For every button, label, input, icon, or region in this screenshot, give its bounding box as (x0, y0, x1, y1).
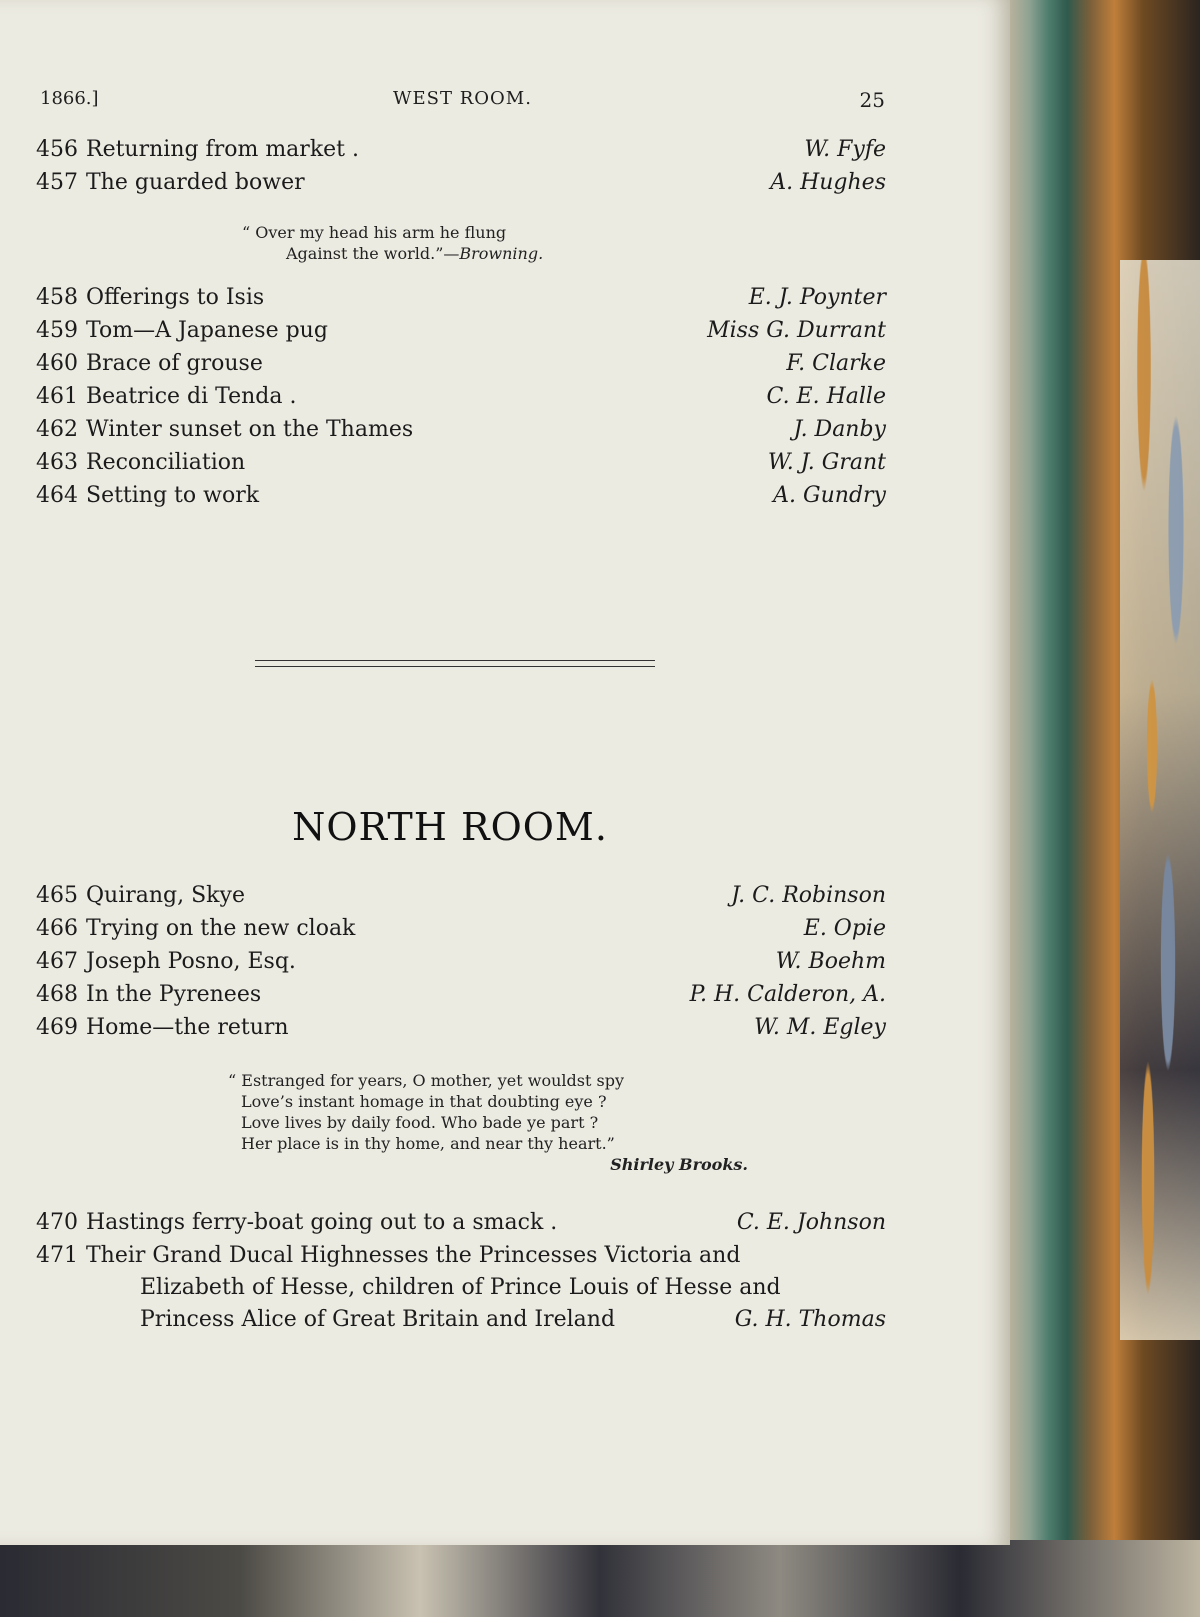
entry-title-line: Elizabeth of Hesse, children of Prince Louis of Hesse and (140, 1275, 781, 1300)
section-divider (255, 660, 655, 667)
entry-artist: F. Clarke (786, 351, 886, 376)
entry-artist: A. Hughes (770, 170, 886, 195)
catalogue-entry (36, 318, 886, 348)
entry-number: 458 (36, 285, 78, 310)
catalogue-entry (36, 883, 886, 913)
entry-artist: W. Fyfe (804, 137, 886, 162)
header-year: 1866.] (40, 88, 99, 109)
entry-number: 463 (36, 450, 78, 475)
entry-title: Beatrice di Tenda . (86, 384, 297, 409)
entry-artist: Miss G. Durrant (707, 318, 886, 343)
catalogue-entry (36, 417, 886, 447)
entry-artist: A. Gundry (773, 483, 886, 508)
epigraph-browning (242, 222, 543, 264)
entry-title: Joseph Posno, Esq. (86, 949, 296, 974)
marbled-bottom-edge (0, 1540, 1200, 1617)
entry-artist: W. Boehm (775, 949, 886, 974)
entry-title-line: Princess Alice of Great Britain and Ireland (140, 1307, 616, 1332)
entry-title: In the Pyrenees (86, 982, 262, 1007)
quote-line: Love’s instant homage in that doubting eye ? (241, 1092, 607, 1111)
catalogue-entry (36, 285, 886, 315)
entry-title: Hastings ferry-boat going out to a smack . (86, 1210, 558, 1235)
entry-artist: P. H. Calderon, A. (689, 982, 886, 1007)
quote-line: Her place is in thy home, and near thy heart.” (241, 1134, 615, 1153)
entry-number: 456 (36, 137, 78, 162)
catalogue-entry (36, 137, 886, 167)
catalogue-entry (36, 1210, 886, 1240)
catalogue-entry (36, 1015, 886, 1045)
entry-number: 460 (36, 351, 78, 376)
entry-artist: E. Opie (803, 916, 886, 941)
catalogue-entry (36, 982, 886, 1012)
quote-line (242, 243, 543, 264)
epigraph-brooks (228, 1070, 748, 1175)
quote-line: “ Estranged for years, O mother, yet wouldst spy (228, 1071, 624, 1090)
entry-artist: W. J. Grant (767, 450, 886, 475)
entry-number: 457 (36, 170, 78, 195)
entry-number: 468 (36, 982, 78, 1007)
entry-title: Brace of grouse (86, 351, 263, 376)
entry-title: Home—the return (86, 1015, 289, 1040)
catalogue-entry (36, 351, 886, 381)
catalogue-entry (36, 170, 886, 200)
marbled-endpaper (1120, 260, 1200, 1340)
entry-title: Tom—A Japanese pug (86, 318, 328, 343)
entry-title-line: Their Grand Ducal Highnesses the Princesses Victoria and (86, 1243, 741, 1268)
entry-number: 467 (36, 949, 78, 974)
entry-title: Reconciliation (86, 450, 246, 475)
quote-attribution: Shirley Brooks. (610, 1155, 748, 1174)
catalogue-entry-multiline (36, 1243, 886, 1273)
entry-artist: C. E. Halle (766, 384, 886, 409)
entry-number: 466 (36, 916, 78, 941)
entry-number: 461 (36, 384, 78, 409)
catalogue-entry (36, 384, 886, 414)
entry-title: Winter sunset on the Thames (86, 417, 414, 442)
catalogue-entry (36, 916, 886, 946)
entry-artist: J. Danby (793, 417, 886, 442)
entry-number: 465 (36, 883, 78, 908)
entry-number: 471 (36, 1243, 78, 1268)
entry-title: Offerings to Isis (86, 285, 265, 310)
entry-title: The guarded bower (86, 170, 305, 195)
entry-artist: G. H. Thomas (734, 1307, 886, 1332)
entry-title: Quirang, Skye (86, 883, 245, 908)
entry-number: 470 (36, 1210, 78, 1235)
entry-artist: W. M. Egley (754, 1015, 886, 1040)
header-section-title: WEST ROOM. (393, 88, 532, 109)
quote-line: Love lives by daily food. Who bade ye part ? (241, 1113, 599, 1132)
page-number: 25 (859, 88, 885, 112)
entry-artist: C. E. Johnson (736, 1210, 886, 1235)
running-header (40, 88, 885, 118)
quote-line-text: Against the world.”— (286, 244, 460, 263)
entry-number: 469 (36, 1015, 78, 1040)
quote-line: “ Over my head his arm he flung (242, 223, 507, 242)
catalogue-entry (36, 949, 886, 979)
entry-title: Returning from market . (86, 137, 359, 162)
entry-artist: J. C. Robinson (731, 883, 886, 908)
catalogue-entry-last-line (36, 1307, 886, 1337)
catalogue-entry (36, 450, 886, 480)
entry-title: Setting to work (86, 483, 260, 508)
entry-title: Trying on the new cloak (86, 916, 356, 941)
section-heading: NORTH ROOM. (292, 805, 608, 849)
quote-attribution: Browning. (459, 244, 544, 263)
entry-artist: E. J. Poynter (748, 285, 886, 310)
entry-number: 459 (36, 318, 78, 343)
entry-number: 464 (36, 483, 78, 508)
catalogue-entry (36, 483, 886, 513)
entry-number: 462 (36, 417, 78, 442)
